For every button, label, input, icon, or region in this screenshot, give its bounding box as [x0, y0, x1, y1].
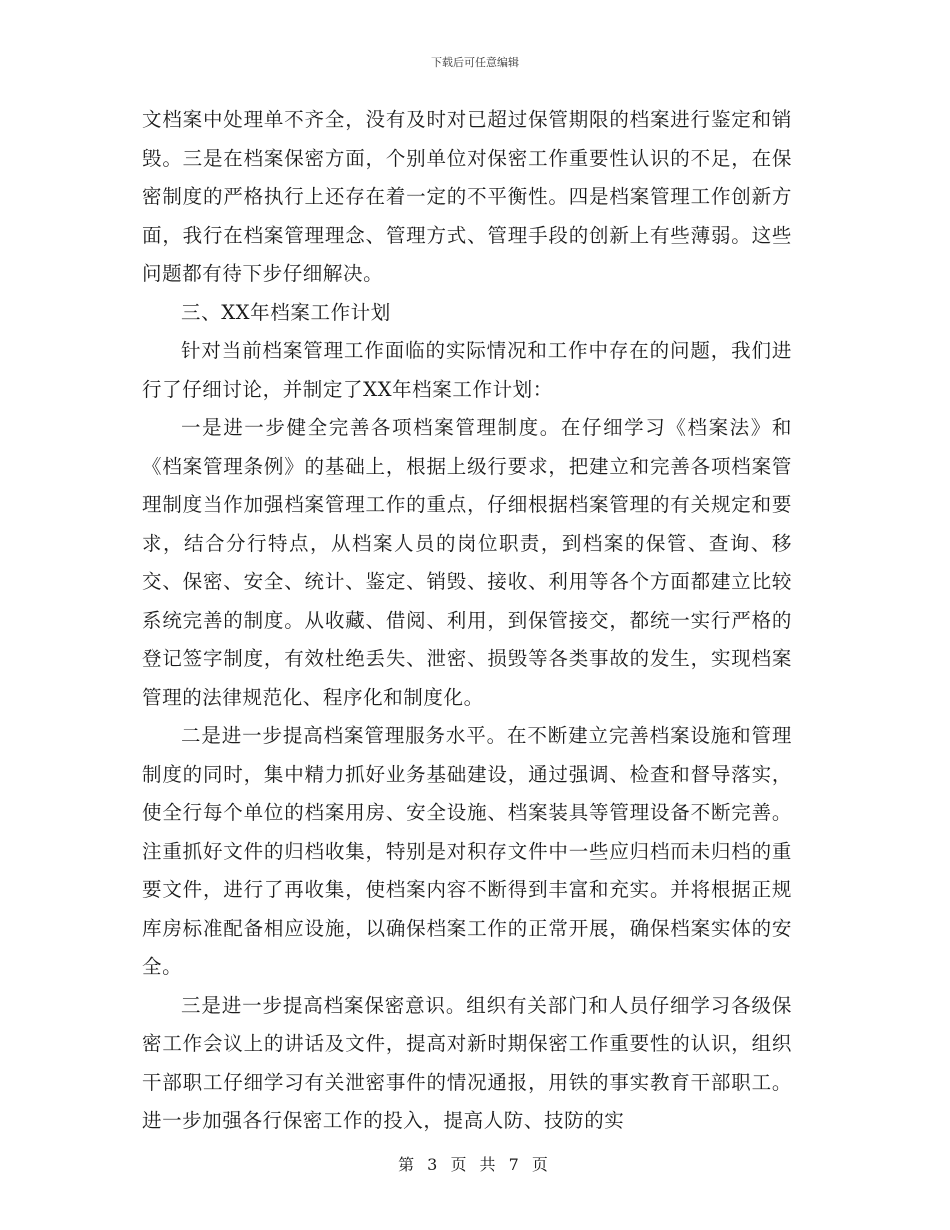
page-header-note: 下载后可任意编辑 [431, 56, 519, 69]
paragraph-continuation: 文档案中处理单不齐全，没有及时对已超过保管期限的档案进行鉴定和销毁。三是在档案保密方面，个别单位对保密工作重要性认识的不足，在保密制度的严格执行上还存在着一定的不平衡性。四是档案管理工作创新方面，我行在档案管理理念、管理方式、管理手段的创新上有些薄弱。这些问题都有待下步仔细解决。 [142, 108, 792, 285]
document-body [142, 101, 792, 1141]
paragraph-item-1: 一是进一步健全完善各项档案管理制度。在仔细学习《档案法》和《档案管理条例》的基础上，根据上级行要求，把建立和完善各项档案管理制度当作加强档案管理工作的重点，仔细根据档案管理的有关规定和要求，结合分行特点，从档案人员的岗位职责，到档案的保管、查询、移交、保密、安全、统计、鉴定、销毁、接收、利用等各个方面都建立比较系统完善的制度。从收藏、借阅、利用，到保管接交，都统一实行严格的登记签字制度，有效杜绝丢失、泄密、损毁等各类事故的发生，实现档案管理的法律规范化、程序化和制度化。 [142, 416, 792, 709]
paragraph-item-3: 三是进一步提高档案保密意识。组织有关部门和人员仔细学习各级保密工作会议上的讲话及文件，提高对新时期保密工作重要性的认识，组织干部职工仔细学习有关泄密事件的情况通报，用铁的事实教育干部职工。进一步加强各行保密工作的投入，提高人防、技防的实 [142, 993, 792, 1132]
page-number: 第 3 页 共 7 页 [398, 1155, 552, 1174]
paragraph-intro: 针对当前档案管理工作面临的实际情况和工作中存在的问题，我们进行了仔细讨论，并制定了XX年档案工作计划： [142, 339, 792, 401]
section-heading: 三、XX年档案工作计划 [181, 300, 391, 324]
paragraph-item-2: 二是进一步提高档案管理服务水平。在不断建立完善档案设施和管理制度的同时，集中精力抓好业务基础建设，通过强调、检查和督导落实，使全行每个单位的档案用房、安全设施、档案装具等管理设备不断完善。注重抓好文件的归档收集，特别是对积存文件中一些应归档而未归档的重要文件，进行了再收集，使档案内容不断得到丰富和充实。并将根据正规库房标准配备相应设施，以确保档案工作的正常开展，确保档案实体的安全。 [142, 724, 792, 978]
